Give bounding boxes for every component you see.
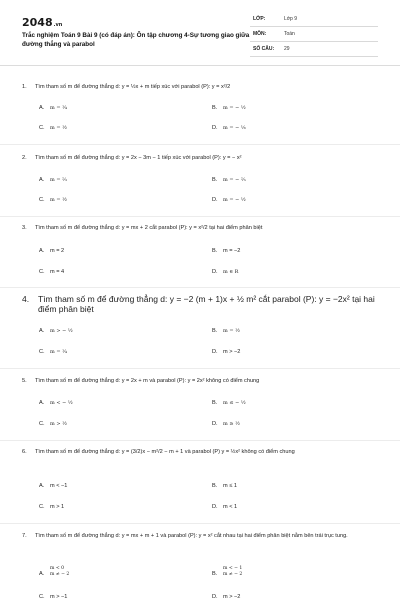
option-line: m ≠ − 2 — [223, 572, 243, 577]
option-label: D. — [212, 421, 218, 427]
option-value: m < 1 — [223, 504, 238, 510]
question-text: Tìm tham số m để đường thẳng d: y = mx + 2 cắt parabol (P): y = x²/2 tại hai điểm phân biệt — [35, 225, 263, 231]
option-value: m = 2 — [50, 248, 65, 254]
option-label: A. — [39, 483, 45, 489]
option-value: m ≥ ½ — [223, 421, 240, 427]
question-text: Tìm tham số m để đường thẳng d: y = 2x + m và parabol (P): y = 2x² không có điểm chung — [35, 378, 260, 384]
question-text: Tìm tham số m để đường thẳng d: y = −2 (m + 1)x + ½ m² cắt parabol (P): y = −2x² tại hai điểm phân biệt — [38, 294, 375, 314]
option-value: m = ½ — [50, 125, 67, 131]
logo-suffix: .vn — [53, 22, 63, 28]
question-separator — [0, 523, 400, 524]
option-value: m ≤ − ½ — [223, 400, 246, 406]
option-label: C. — [39, 269, 45, 275]
option-value: m = − ½ — [223, 105, 246, 111]
question-number: 4. — [22, 294, 30, 304]
option-value: m = ⅔ — [50, 177, 67, 183]
option-value: m > − ½ — [50, 328, 73, 334]
question-number: 1. — [22, 84, 27, 90]
option-value: m = − ½ — [223, 197, 246, 203]
info-value: Lớp 9 — [284, 16, 298, 22]
question-separator — [0, 216, 400, 217]
option-label: B. — [212, 571, 218, 577]
option-value: m = ½ — [50, 197, 67, 203]
info-row-subject — [250, 27, 378, 42]
question-separator — [0, 287, 400, 288]
option-label: A. — [39, 400, 45, 406]
option-value: m > 1 — [50, 504, 65, 510]
option-value: m > ½ — [50, 421, 67, 427]
option-value: m = ¼ — [50, 105, 67, 111]
header-divider — [0, 65, 400, 66]
option-label: A. — [39, 177, 45, 183]
option-label: A. — [39, 105, 45, 111]
info-table — [250, 12, 378, 57]
option-label: A. — [39, 248, 45, 254]
option-value-system — [223, 566, 242, 578]
info-value: 29 — [284, 46, 290, 52]
option-value: m < − ½ — [50, 400, 73, 406]
option-label: C. — [39, 349, 45, 355]
question-number: 2. — [22, 155, 27, 161]
question-text: Tìm tham số m để đường thẳng d: y = (3/2)x − m²/2 − m + 1 và parabol (P) y = ½x² không có điểm chung — [35, 449, 295, 455]
option-line: m < − 1 — [223, 566, 243, 571]
option-value: m = ¼ — [50, 349, 67, 355]
option-label: D. — [212, 504, 218, 510]
logo-text: 2048 — [22, 16, 53, 29]
info-value: Toán — [284, 31, 295, 37]
option-label: A. — [39, 328, 45, 334]
option-label: B. — [212, 328, 218, 334]
option-value: m ∈ R — [223, 269, 239, 275]
option-line: m ≠ − 2 — [50, 572, 70, 577]
question-separator — [0, 144, 400, 145]
option-value: m = − ⅔ — [223, 177, 246, 183]
question-text: Tìm tham số m để đường thẳng d: y = 2x − 3m − 1 tiếp xúc với parabol (P): y = − x² — [35, 155, 242, 161]
option-value: m = 4 — [50, 269, 65, 275]
option-value: m = ½ — [223, 328, 240, 334]
option-label: D. — [212, 594, 218, 600]
info-key: MÔN: — [253, 31, 267, 37]
option-value: m ≤ 1 — [223, 483, 237, 489]
info-key: SỐ CÂU: — [253, 46, 275, 52]
option-value-system — [50, 566, 69, 578]
option-label: D. — [212, 269, 218, 275]
option-label: B. — [212, 105, 218, 111]
info-row-count — [250, 42, 378, 57]
option-label: C. — [39, 421, 45, 427]
question-number: 5. — [22, 378, 27, 384]
option-label: B. — [212, 483, 218, 489]
question-separator — [0, 368, 400, 369]
option-label: C. — [39, 125, 45, 131]
question-number: 3. — [22, 225, 27, 231]
option-label: D. — [212, 349, 218, 355]
option-value: m = − ⅛ — [223, 125, 246, 131]
question-text: Tìm tham số m để đường thẳng d: y = mx + m + 1 và parabol (P): y = x² cắt nhau tại hai điểm phân biệt nằm bên trái trục tung. — [35, 533, 348, 539]
option-value: m > −2 — [223, 594, 241, 600]
option-value: m > −2 — [223, 349, 241, 355]
option-value: m = −2 — [223, 248, 241, 254]
option-line: m < 0 — [50, 566, 65, 571]
question-text: Tìm tham số m để đường thẳng d: y = ½x + m tiếp xúc với parabol (P): y = x²/2 — [35, 84, 231, 90]
option-label: C. — [39, 594, 45, 600]
question-separator — [0, 440, 400, 441]
info-row-class — [250, 12, 378, 27]
option-label: B. — [212, 400, 218, 406]
option-value: m > −1 — [50, 594, 68, 600]
option-label: B. — [212, 248, 218, 254]
question-number: 6. — [22, 449, 27, 455]
option-label: B. — [212, 177, 218, 183]
info-key: LỚP: — [253, 16, 266, 22]
option-label: A. — [39, 571, 45, 577]
option-value: m < −1 — [50, 483, 68, 489]
option-label: C. — [39, 504, 45, 510]
option-label: C. — [39, 197, 45, 203]
option-label: D. — [212, 197, 218, 203]
question-number: 7. — [22, 533, 27, 539]
page-header — [0, 0, 400, 66]
document-title: Trắc nghiệm Toán 9 Bài 9 (có đáp án): Ôn tập chương 4-Sự tương giao giữa đường thẳng và parabol — [22, 32, 250, 48]
site-logo[interactable] — [22, 16, 62, 29]
option-label: D. — [212, 125, 218, 131]
